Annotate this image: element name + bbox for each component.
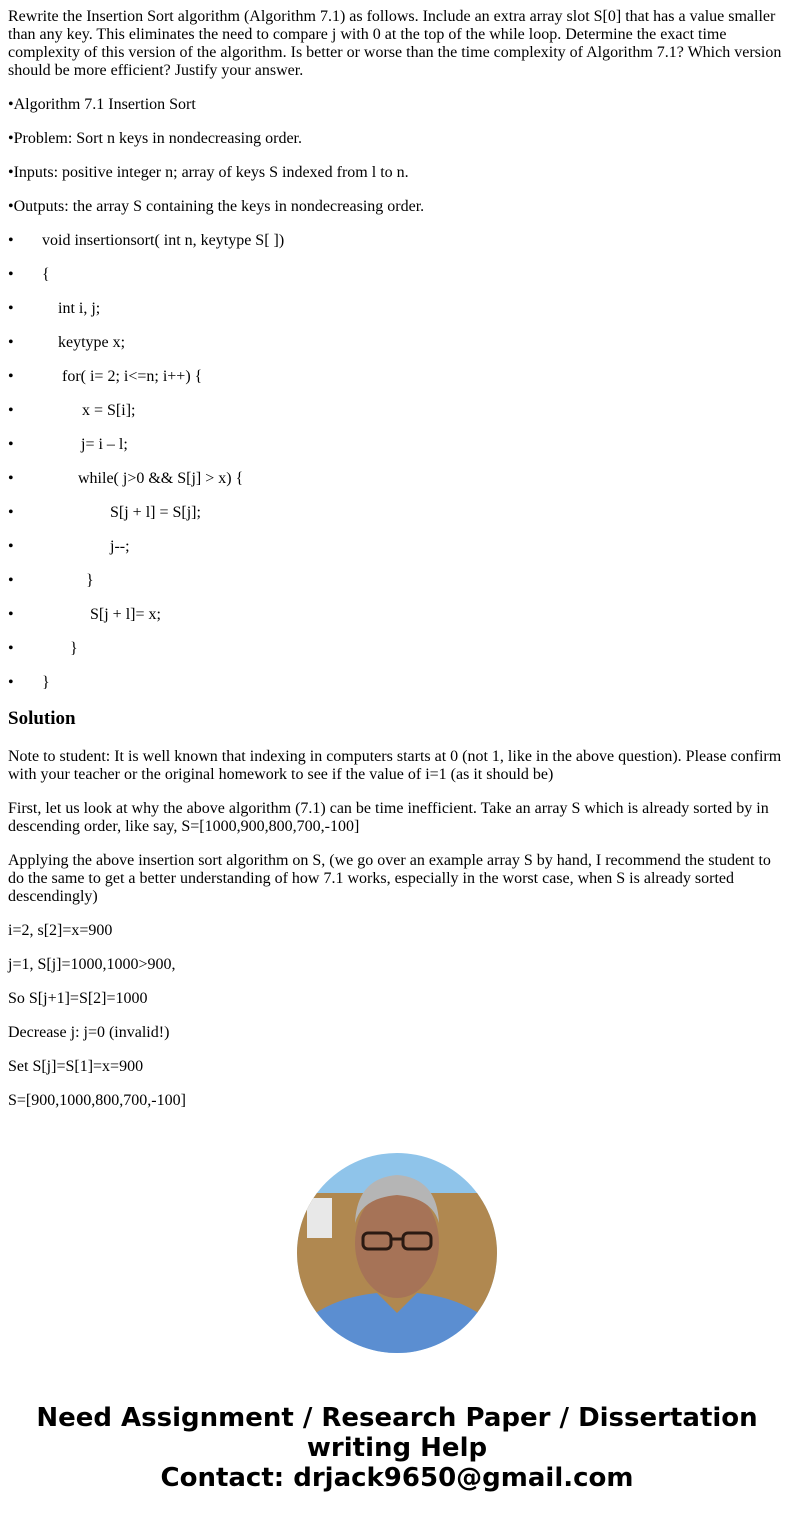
bullet-inputs: •Inputs: positive integer n; array of keys S indexed from l to n. [8, 164, 409, 181]
solution-paragraph: First, let us look at why the above algorithm (7.1) can be time inefficient. Take an array S which is already sorted by in descending order, like say, S=[1000,900,800,700,-100] [8, 800, 769, 835]
code-text: { [42, 266, 50, 283]
author-photo [297, 1153, 497, 1353]
code-text: } [70, 640, 78, 657]
bullet: • [8, 436, 14, 453]
code-line [8, 402, 786, 420]
solution-paragraph: Decrease j: j=0 (invalid!) [8, 1024, 170, 1041]
code-text: j--; [110, 538, 130, 555]
code-text: for( i= 2; i<=n; i++) { [62, 368, 203, 385]
bullet: • [8, 368, 14, 385]
bullet-algorithm: •Algorithm 7.1 Insertion Sort [8, 96, 196, 113]
bullet: • [8, 300, 14, 317]
code-text: j= i – l; [81, 436, 128, 453]
code-line [8, 640, 786, 658]
solution-paragraph: Set S[j]=S[1]=x=900 [8, 1058, 144, 1075]
code-text: } [42, 674, 50, 691]
code-text: x = S[i]; [82, 402, 136, 419]
bullet: • [8, 674, 14, 691]
question-text: Rewrite the Insertion Sort algorithm (Algorithm 7.1) as follows. Include an extra array slot S[0] that has a value smaller than any key. This eliminates the need to compare j with 0 at the top of the while loop. Determine the exact time complexity of this version of the algorithm. Is better or worse than the time complexity of Algorithm 7.1? Which version should be more efficient? Justify your answer. [8, 8, 782, 79]
solution-paragraph: Applying the above insertion sort algorithm on S, (we go over an example array S by hand, I recommend the student to do the same to get a better understanding of how 7.1 works, especially in the worst case, when S is already sorted descendingly) [8, 852, 771, 905]
code-line [8, 436, 786, 454]
bullet: • [8, 334, 14, 351]
code-line [8, 334, 786, 352]
bullet: • [8, 266, 14, 283]
code-text: } [86, 572, 94, 589]
code-line [8, 674, 786, 692]
footer-contact-email: Contact: drjack9650@gmail.com [160, 1463, 634, 1493]
code-text: S[j + l] = S[j]; [110, 504, 201, 521]
bullet: • [8, 232, 14, 249]
solution-paragraph: So S[j+1]=S[2]=1000 [8, 990, 148, 1007]
code-line [8, 266, 786, 284]
footer-contact [0, 1403, 794, 1493]
solution-paragraph: Note to student: It is well known that indexing in computers starts at 0 (not 1, like in the above question). Please confirm with your teacher or the original homework to see if the value of i=1 (as it should be) [8, 748, 782, 783]
code-text: keytype x; [58, 334, 126, 351]
solution-heading: Solution [8, 708, 76, 729]
bullet: • [8, 504, 14, 521]
code-line [8, 232, 786, 250]
bullet: • [8, 606, 14, 623]
code-line [8, 368, 786, 386]
code-line [8, 504, 786, 522]
code-line [8, 300, 786, 318]
bullet: • [8, 572, 14, 589]
bullet: • [8, 470, 14, 487]
code-text: void insertionsort( int n, keytype S[ ]) [42, 232, 285, 249]
bullet-outputs: •Outputs: the array S containing the keys in nondecreasing order. [8, 198, 425, 215]
code-line [8, 538, 786, 556]
bullet: • [8, 402, 14, 419]
bullet: • [8, 538, 14, 555]
code-text: S[j + l]= x; [90, 606, 161, 623]
code-line [8, 572, 786, 590]
footer-help-text: Need Assignment / Research Paper / Dissertation writing Help [36, 1403, 758, 1463]
code-text: while( j>0 && S[j] > x) { [78, 470, 244, 487]
solution-paragraph: j=1, S[j]=1000,1000>900, [8, 956, 176, 973]
solution-paragraph: S=[900,1000,800,700,-100] [8, 1092, 186, 1109]
code-block [8, 232, 786, 692]
solution-paragraph: i=2, s[2]=x=900 [8, 922, 113, 939]
code-line [8, 606, 786, 624]
bullet-problem: •Problem: Sort n keys in nondecreasing order. [8, 130, 302, 147]
code-text: int i, j; [58, 300, 101, 317]
code-line [8, 470, 786, 488]
bullet: • [8, 640, 14, 657]
